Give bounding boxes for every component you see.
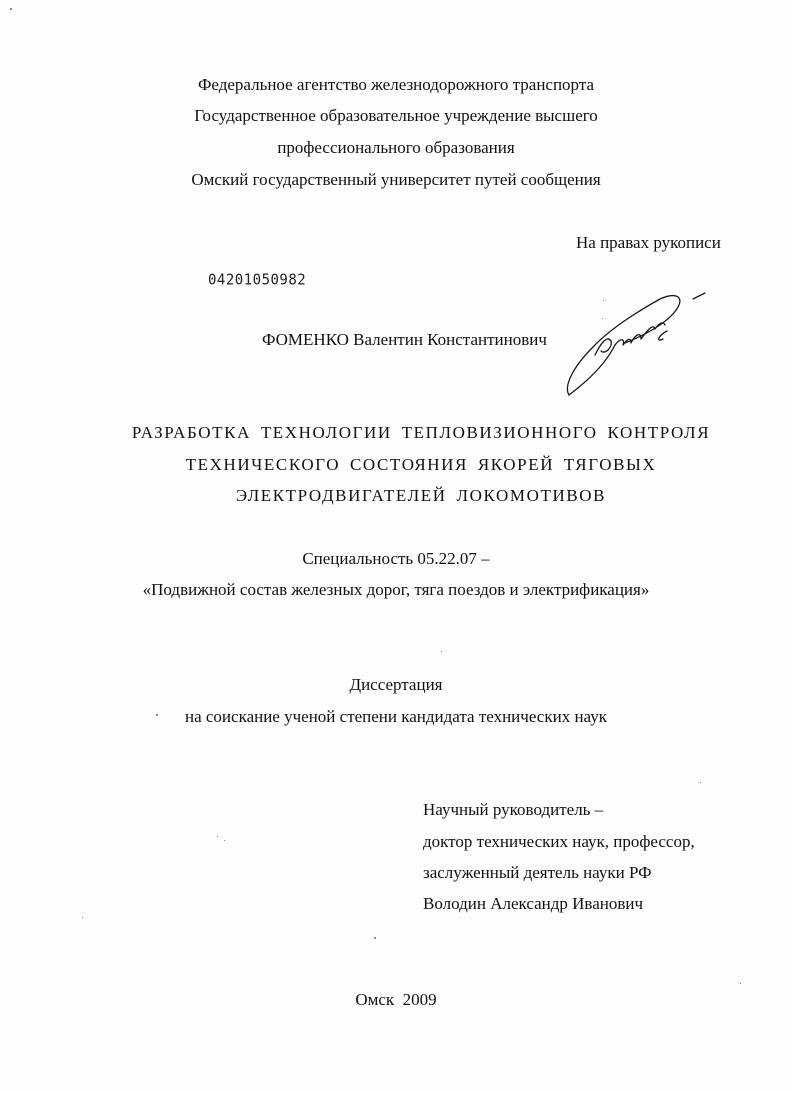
header-university: Омский государственный университет путей сообщения bbox=[191, 170, 601, 189]
scan-speck bbox=[156, 714, 158, 716]
dissertation-label: Диссертация bbox=[349, 675, 443, 694]
specialty-code: Специальность 05.22.07 – bbox=[302, 549, 490, 568]
header-agency: Федеральное агентство железнодорожного транспорта bbox=[197, 75, 595, 94]
degree-line: на соискание ученой степени кандидата технических наук bbox=[184, 707, 607, 726]
scan-speck bbox=[374, 937, 376, 939]
dissertation-title-line-3: ЭЛЕКТРОДВИГАТЕЛЕЙ ЛОКОМОТИВОВ bbox=[235, 486, 607, 505]
supervisor-degree: доктор технических наук, профессор, bbox=[423, 832, 695, 851]
author-name: ФОМЕНКО Валентин Константинович bbox=[262, 330, 547, 349]
scan-speck bbox=[10, 8, 12, 10]
supervisor-honor: заслуженный деятель науки РФ bbox=[423, 863, 652, 882]
scan-speck bbox=[441, 651, 442, 652]
scan-speck bbox=[603, 300, 604, 301]
header-education: профессионального образования bbox=[277, 138, 515, 157]
dissertation-title-line-1: РАЗРАБОТКА ТЕХНОЛОГИИ ТЕПЛОВИЗИОННОГО КОНТРОЛЯ bbox=[131, 423, 711, 442]
rights-note: На правах рукописи bbox=[576, 233, 721, 252]
dissertation-title-line-2: ТЕХНИЧЕСКОГО СОСТОЯНИЯ ЯКОРЕЙ ТЯГОВЫХ bbox=[185, 455, 657, 474]
author-signature bbox=[555, 285, 715, 400]
supervisor-role: Научный руководитель – bbox=[423, 800, 604, 819]
catalog-number-stamp: 04201050982 bbox=[208, 271, 307, 289]
scan-speck bbox=[217, 836, 218, 837]
scan-speck bbox=[82, 917, 83, 918]
header-institution-type: Государственное образовательное учреждение высшего bbox=[194, 106, 598, 125]
scan-speck bbox=[740, 983, 741, 984]
specialty-name: «Подвижной состав железных дорог, тяга поездов и электрификация» bbox=[142, 580, 650, 599]
scan-speck bbox=[602, 318, 603, 319]
place-year: Омск 2009 bbox=[355, 990, 437, 1009]
supervisor-name: Володин Александр Иванович bbox=[423, 894, 644, 913]
scan-speck bbox=[224, 840, 225, 841]
scan-speck bbox=[700, 782, 701, 783]
